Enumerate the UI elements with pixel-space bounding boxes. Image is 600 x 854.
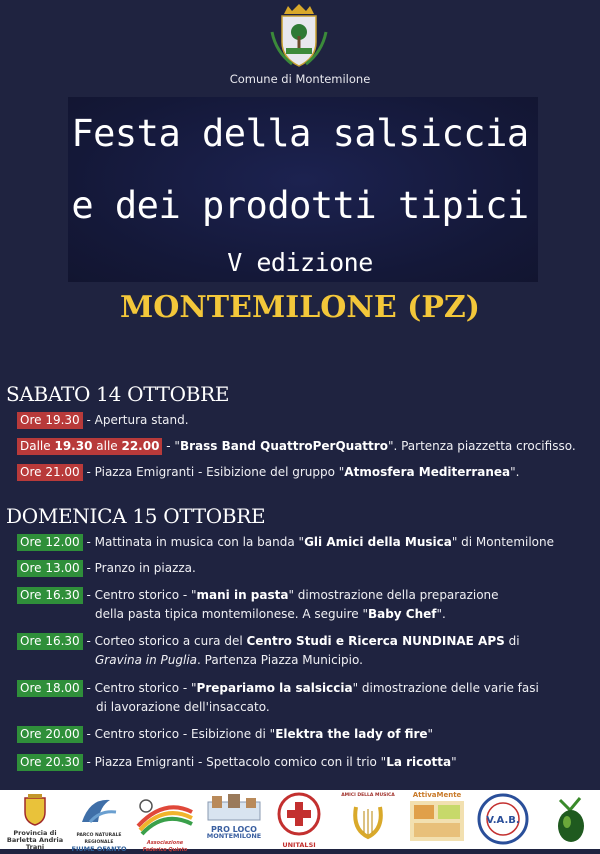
event-text: Mattinata in musica con la banda " <box>94 535 305 549</box>
separator: - <box>82 561 95 575</box>
event-text: ". Partenza piazzetta crocifisso. <box>387 439 576 453</box>
event-text: Centro storico - " <box>94 681 197 695</box>
logo-olive <box>546 792 596 850</box>
sunday-heading: DOMENICA 15 OTTOBRE <box>6 504 266 528</box>
event-continuation <box>17 605 596 624</box>
event-text: di <box>504 634 520 648</box>
event-highlight: Prepariamo la salsiccia <box>196 681 353 695</box>
logo-text: AMICI DELLA MUSICA <box>341 793 395 798</box>
time-tag-part: alle <box>92 439 122 453</box>
sunday-event-2 <box>17 559 596 578</box>
rainbow-swoosh-icon <box>134 792 196 836</box>
vab-text: V.A.B. <box>486 815 520 826</box>
time-tag: Ore 16.30 <box>17 633 83 650</box>
event-highlight: mani in pasta <box>196 588 289 602</box>
montemilone-crest-icon <box>270 2 328 72</box>
sponsor-footer <box>0 790 600 853</box>
logo-text: UNITALSI <box>282 841 316 849</box>
event-text: Apertura stand. <box>94 413 189 427</box>
time-tag: Ore 12.00 <box>17 534 83 551</box>
logo-text: Provincia di <box>13 829 57 837</box>
event-continuation <box>17 698 596 717</box>
event-highlight: Atmosfera Mediterranea <box>344 465 511 479</box>
event-text: della pasta tipica montemilonese. A seguire " <box>95 607 368 621</box>
event-text: Pranzo in piazza. <box>94 561 196 575</box>
event-text: " di Montemilone <box>451 535 555 549</box>
logo-amici-musica <box>338 792 398 847</box>
event-italic: Gravina in Puglia <box>95 653 198 667</box>
sunday-event-7 <box>17 753 596 772</box>
logo-unitalsi <box>272 792 326 849</box>
saturday-event-2 <box>17 437 596 456</box>
saturday-heading: SABATO 14 OTTOBRE <box>6 382 230 406</box>
event-text: Centro storico - " <box>94 588 197 602</box>
logo-vab <box>475 792 531 850</box>
logo-attivamente <box>406 792 468 847</box>
logo-provincia-bat <box>6 792 64 851</box>
time-tag: Ore 20.30 <box>17 754 83 771</box>
logo-text: PARCO NATURALE REGIONALE <box>76 833 122 845</box>
logo-associazione <box>134 792 196 854</box>
event-highlight: Centro Studi e Ricerca NUNDINAE APS <box>246 634 505 648</box>
time-tag: Ore 16.30 <box>17 587 83 604</box>
time-tag-start: 19.30 <box>54 439 93 453</box>
logo-text: PRO LOCO <box>211 825 257 834</box>
sunday-event-5 <box>17 679 596 717</box>
pro-loco-town-icon <box>202 792 266 822</box>
place-label: MONTEMILONE (PZ) <box>120 290 480 325</box>
separator: - <box>82 727 95 741</box>
separator: - <box>82 634 95 648</box>
event-highlight: Brass Band QuattroPerQuattro <box>179 439 388 453</box>
event-text: " <box>427 727 434 741</box>
event-text: di lavorazione dell'insaccato. <box>96 700 270 714</box>
event-text: " dimostrazione della preparazione <box>288 588 499 602</box>
time-tag: Ore 18.00 <box>17 680 83 697</box>
separator: - <box>82 535 95 549</box>
separator: - <box>82 413 95 427</box>
event-text: ". <box>436 607 446 621</box>
title-line-2: e dei prodotti tipici <box>71 184 529 227</box>
event-highlight: La ricotta <box>386 755 452 769</box>
event-text: " <box>451 755 457 769</box>
event-text: " <box>174 439 180 453</box>
provincia-shield-icon <box>6 792 64 826</box>
time-tag: Ore 20.00 <box>17 726 83 743</box>
time-tag-end: 22.00 <box>121 439 160 453</box>
separator: - <box>82 465 95 479</box>
event-text: ". <box>510 465 520 479</box>
logo-fiume-ofanto <box>70 792 128 853</box>
logo-text: AttivaMente <box>412 791 462 799</box>
logo-text: FIUME OFANTO <box>71 845 127 853</box>
separator: - <box>82 588 95 602</box>
time-tag: Ore 19.30 <box>17 412 83 429</box>
event-continuation <box>17 651 596 670</box>
event-highlight: Elektra the lady of fire <box>275 727 428 741</box>
time-tag <box>17 438 162 455</box>
time-tag-part: Dalle <box>20 439 55 453</box>
logo-text: Associazione Federico Quinto <box>142 840 188 853</box>
event-text: Corteo storico a cura del <box>94 634 247 648</box>
separator: - <box>82 681 95 695</box>
event-text: . Partenza Piazza Municipio. <box>197 653 363 667</box>
sunday-event-1 <box>17 533 596 552</box>
time-tag: Ore 13.00 <box>17 560 83 577</box>
event-highlight: Gli Amici della Musica <box>304 535 452 549</box>
separator: - <box>82 755 95 769</box>
event-text: " dimostrazione delle varie fasi <box>352 681 539 695</box>
sunday-event-6 <box>17 725 596 744</box>
olive-icon <box>546 792 596 846</box>
comune-name: Comune di Montemilone <box>229 72 371 86</box>
lyre-icon <box>338 799 398 843</box>
event-text: Piazza Emigranti - Esibizione del gruppo " <box>94 465 345 479</box>
logo-text: Barletta Andria Trani <box>6 836 64 851</box>
sunday-event-4 <box>17 632 596 670</box>
separator: - <box>162 439 175 453</box>
attivamente-collage-icon <box>406 799 468 843</box>
vab-badge-icon <box>475 792 531 846</box>
saturday-event-3 <box>17 463 596 482</box>
edition-label: V edizione <box>227 248 373 277</box>
event-text: Piazza Emigranti - Spettacolo comico con il trio " <box>94 755 387 769</box>
saturday-event-1 <box>17 411 596 430</box>
event-text: Centro storico - Esibizione di " <box>94 727 276 741</box>
logo-text: MONTEMILONE <box>206 832 262 840</box>
ofanto-bird-icon <box>70 792 128 828</box>
event-highlight: Baby Chef <box>367 607 437 621</box>
sunday-event-3 <box>17 586 596 624</box>
logo-pro-loco <box>202 792 266 840</box>
time-tag: Ore 21.00 <box>17 464 83 481</box>
unitalsi-badge-icon <box>272 792 326 838</box>
title-line-1: Festa della salsiccia <box>71 112 529 155</box>
